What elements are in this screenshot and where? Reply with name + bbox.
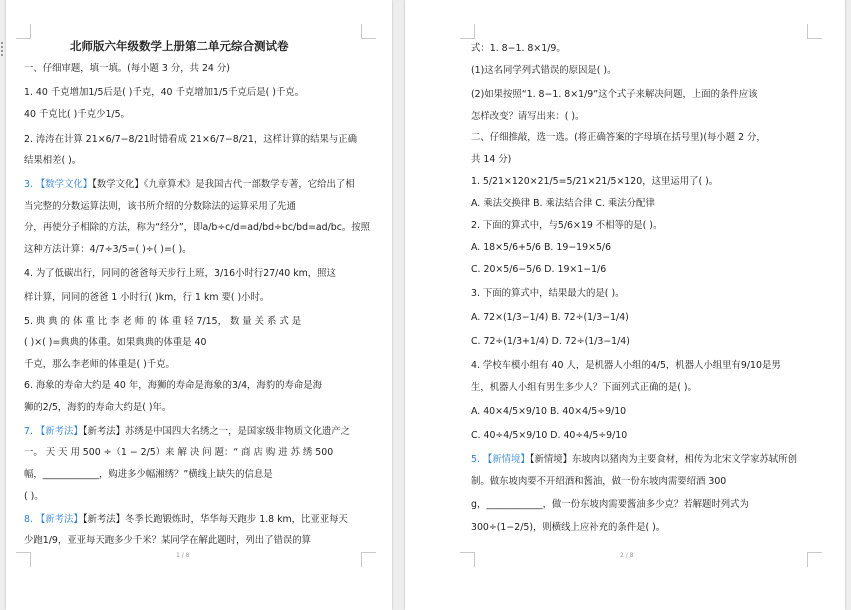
line-text: ( )。 [24, 491, 44, 502]
text-line [471, 241, 611, 254]
line-text: 式：1. 8−1. 8×1/9。 [471, 43, 566, 54]
text-line [24, 108, 130, 121]
line-text: (2)如果按照“1. 8−1. 8×1/9”这个式子来解决问题，上面的条件应该 [471, 89, 758, 100]
line-text: 这种方法计算：4/7÷3/5=( )÷( )=( )。 [24, 244, 192, 255]
line-text: 【新情境】东坡肉以猪肉为主要食材，相传为北宋文学家苏轼所创 [529, 454, 797, 465]
document-page-1 [6, 0, 392, 610]
line-text: 【新考法】苏绣是中国四大名绣之一，是国家级非物质文化遗产之 [82, 426, 350, 437]
text-line [471, 287, 624, 300]
text-line [24, 221, 370, 234]
text-line [24, 425, 350, 438]
line-text: 40 千克比( )千克少1/5。 [24, 109, 130, 120]
margin-corner-mark [361, 552, 376, 567]
text-line [471, 475, 726, 488]
line-text: 当完整的分数运算法则，该书所介绍的分数除法的运算采用了先通 [24, 201, 296, 212]
line-text: 制。做东坡肉要不开绍酒和酱油，做一份东坡肉需要绍酒 300 [471, 476, 727, 487]
line-text: 共 14 分) [471, 154, 512, 165]
text-line [24, 446, 333, 459]
text-line [471, 131, 766, 144]
page-number: 1 / 8 [176, 552, 190, 559]
line-text: 少跑1/9，亚亚每天跑多少千米？某同学在解此题时，列出了错误的算 [24, 535, 311, 546]
line-text: 幅，____________，购进多少幅湘绣？”横线上缺失的信息是 [24, 469, 273, 480]
line-text: 4. 为了低碳出行，同同的爸爸每天步行上班，3/16小时行27/40 km，照这 [24, 268, 336, 279]
text-line [24, 468, 273, 481]
text-line [24, 291, 269, 304]
line-text: 【数学文化】《九章算术》是我国古代一部数学专著，它给出了相 [92, 179, 355, 190]
text-line [471, 359, 781, 372]
drag-handle-icon[interactable] [1, 42, 4, 58]
document-page-2 [405, 0, 845, 610]
line-text: 狮的2/5，海豹的寿命大约是( )年。 [24, 402, 172, 413]
document-title: 北师版六年级数学上册第二单元综合测试卷 [70, 39, 289, 53]
line-text: 一。 天 天 用 500 ÷（1 − 2/5）来 解 决 问 题：“ 商 店 购 进 苏 绣 500 [24, 447, 334, 458]
line-text: A. 乘法交换律 B. 乘法结合律 C. 乘法分配律 [471, 198, 655, 209]
text-line [24, 534, 311, 547]
text-line [471, 335, 630, 348]
text-line [24, 336, 206, 349]
text-line [471, 263, 606, 276]
text-line [24, 401, 171, 414]
text-line [24, 315, 301, 328]
margin-corner-mark [16, 552, 31, 567]
text-line [471, 175, 718, 188]
line-text: A. 72×(1/3−1/4) B. 72÷(1/3−1/4) [471, 312, 629, 323]
text-line [471, 498, 749, 511]
text-line [24, 133, 357, 146]
line-text: 怎样改变？请写出来：( )。 [471, 111, 585, 122]
line-text: 3. 下面的算式中，结果最大的是( )。 [471, 288, 625, 299]
line-text: 样计算，同同的爸爸 1 小时行( )km，行 1 km 要( )小时。 [24, 292, 270, 303]
line-text: A. 40×4/5×9/10 B. 40×4/5÷9/10 [471, 406, 627, 417]
line-text: 一、仔细审题，填一填。(每小题 3 分，共 24 分) [24, 63, 230, 74]
line-text: 5. 典 典 的 体 重 比 李 老 师 的 体 重 轻 7/15， 数 量 关 系 式 是 [24, 316, 302, 327]
text-line [471, 197, 655, 210]
text-line [24, 200, 296, 213]
text-line [471, 521, 665, 534]
line-text: 千克，那么李老师的体重是( )千克。 [24, 359, 175, 370]
margin-corner-mark [361, 24, 376, 39]
line-text: 二、仔细推敲，选一选。(将正确答案的字母填在括号里)(每小题 2 分， [471, 132, 766, 143]
text-line [24, 490, 44, 503]
line-text: 结果相差( )。 [24, 155, 82, 166]
line-text: (1)这名同学列式错误的原因是( )。 [471, 65, 617, 76]
page-number: 2 / 8 [620, 552, 634, 559]
margin-corner-mark [807, 552, 822, 567]
text-line [24, 178, 355, 191]
category-tag: 8. 【新考法】 [24, 514, 83, 525]
text-line [471, 429, 627, 442]
margin-corner-mark [807, 24, 822, 39]
line-text: 2. 涛涛在计算 21×6/7−8/21时错看成 21×6/7−8/21，这样计算的结果与正确 [24, 134, 357, 145]
text-line [471, 110, 584, 123]
line-text: 4. 学校车模小组有 40 人，是机器人小组的4/5，机器人小组里有9/10是男 [471, 360, 781, 371]
line-text: 【新考法】冬季长跑锻炼时，华华每天跑步 1.8 km，比亚亚每天 [82, 514, 348, 525]
text-line [471, 219, 662, 232]
line-text: 300÷(1−2/5)，则横线上应补充的条件是( )。 [471, 522, 666, 533]
line-text: ( )×( )=典典的体重。如果典典的体重是 40 [24, 337, 207, 348]
text-line [24, 86, 304, 99]
line-text: 1. 40 千克增加1/5后是( )千克，40 千克增加1/5千克后是( )千克。 [24, 87, 305, 98]
text-line [471, 64, 616, 77]
line-text: C. 40÷4/5×9/10 D. 40÷4/5÷9/10 [471, 430, 628, 441]
line-text: C. 20×5/6−5/6 D. 19×1−1/6 [471, 264, 607, 275]
text-line [471, 88, 757, 101]
text-line [24, 513, 348, 526]
text-line [471, 153, 511, 166]
line-text: 生，机器人小组有男生多少人？下面列式正确的是( )。 [471, 382, 697, 393]
line-text: 分，再使分子相除的方法，称为“经分”，即a/b÷c/d=ad/bd÷bc/bd=ad/bc。按照 [24, 222, 371, 233]
line-text: C. 72÷(1/3+1/4) D. 72÷(1/3−1/4) [471, 336, 630, 347]
margin-corner-mark [460, 24, 475, 39]
text-line [471, 453, 797, 466]
text-line [471, 381, 697, 394]
text-line [24, 62, 230, 75]
text-line [24, 154, 81, 167]
line-text: 1. 5/21×120×21/5=5/21×21/5×120，这里运用了( )。 [471, 176, 719, 187]
text-line [471, 42, 566, 55]
line-text: g，____________，做一份东坡肉需要酱油多少克？若解题时列式为 [471, 499, 749, 510]
margin-corner-mark [16, 24, 31, 39]
text-line [471, 311, 629, 324]
category-tag: 7. 【新考法】 [24, 426, 83, 437]
line-text: A. 18×5/6+5/6 B. 19−19×5/6 [471, 242, 612, 253]
text-line [471, 405, 626, 418]
margin-corner-mark [460, 552, 475, 567]
category-tag: 5. 【新情境】 [471, 454, 530, 465]
text-line [24, 243, 191, 256]
line-text: 6. 海象的寿命大约是 40 年，海狮的寿命是海象的3/4，海豹的寿命是海 [24, 380, 323, 391]
text-line [24, 267, 336, 280]
line-text: 2. 下面的算式中，与5/6×19 不相等的是( )。 [471, 220, 663, 231]
text-line [24, 358, 175, 371]
category-tag: 3. 【数学文化】 [24, 179, 93, 190]
text-line [24, 379, 322, 392]
